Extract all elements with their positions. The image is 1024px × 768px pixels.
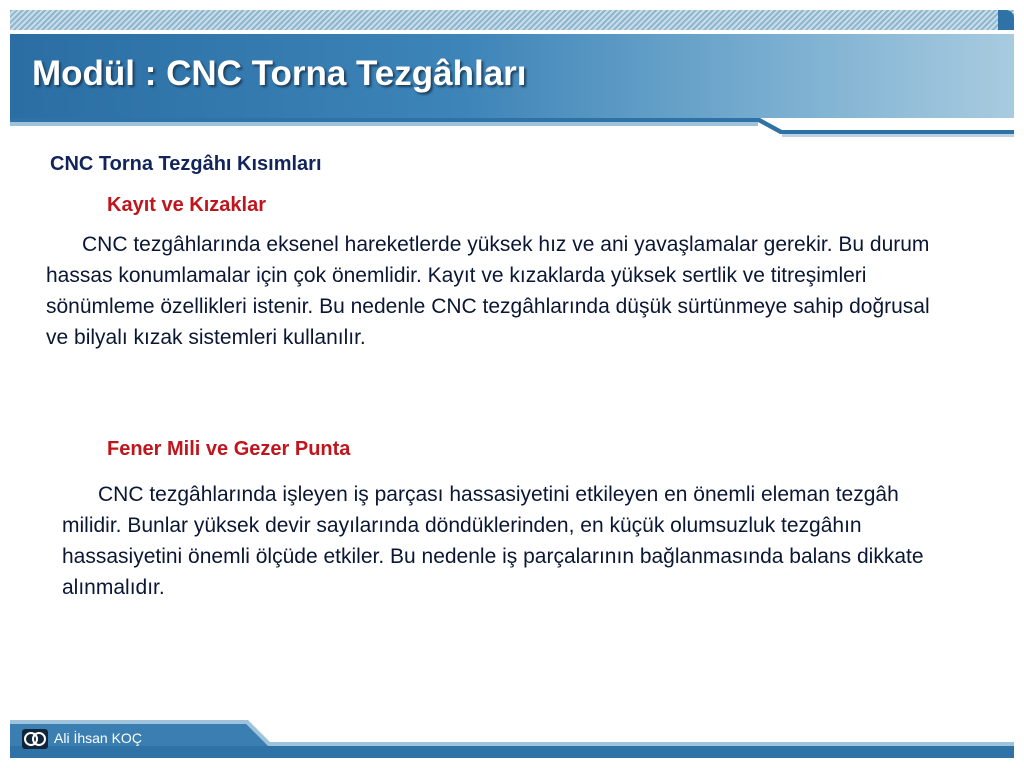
subheading-fener-mili: Fener Mili ve Gezer Punta xyxy=(107,438,351,460)
paragraph-kayit-kizaklar: CNC tezgâhlarında eksenel hareketlerde yüksek hız ve ani yavaşlamalar gerekir. Bu durum hassas konumlamalar için çok önemlidir. Kayıt ve kızaklarda yüksek sertlik ve titreşimleri sönümleme özellikleri istenir. Bu nedenle CNC tezgâhlarında düşük sürtünmeye sahip doğrusal ve bilyalı kızak sistemleri kullanılır. xyxy=(46,233,930,349)
title-band xyxy=(10,34,1014,118)
subheading-kayit-kizaklar: Kayıt ve Kızaklar xyxy=(107,194,266,216)
decorative-top-strip xyxy=(10,10,1014,30)
section-heading: CNC Torna Tezgâhı Kısımları xyxy=(50,153,322,175)
footer-bar xyxy=(10,720,1014,758)
title-underline-decoration xyxy=(10,118,1014,140)
top-strip-cap xyxy=(998,10,1014,30)
paragraph-fener-mili: CNC tezgâhlarında işleyen iş parçası hassasiyetini etkileyen en önemli eleman tezgâh milidir. Bunlar yüksek devir sayılarında döndüklerinden, en küçük olumsuzluk tezgâhın hassasiyetini önemli ölçüde etkiler. Bu nedenle iş parçalarının bağlanmasında balans dikkate alınmalıdır. xyxy=(62,483,924,599)
cc-logo-icon xyxy=(22,729,48,749)
footer-band-shape xyxy=(10,720,1014,758)
slide-title: Modül : CNC Torna Tezgâhları xyxy=(32,54,527,93)
footer-author: Ali İhsan KOÇ xyxy=(54,730,142,746)
